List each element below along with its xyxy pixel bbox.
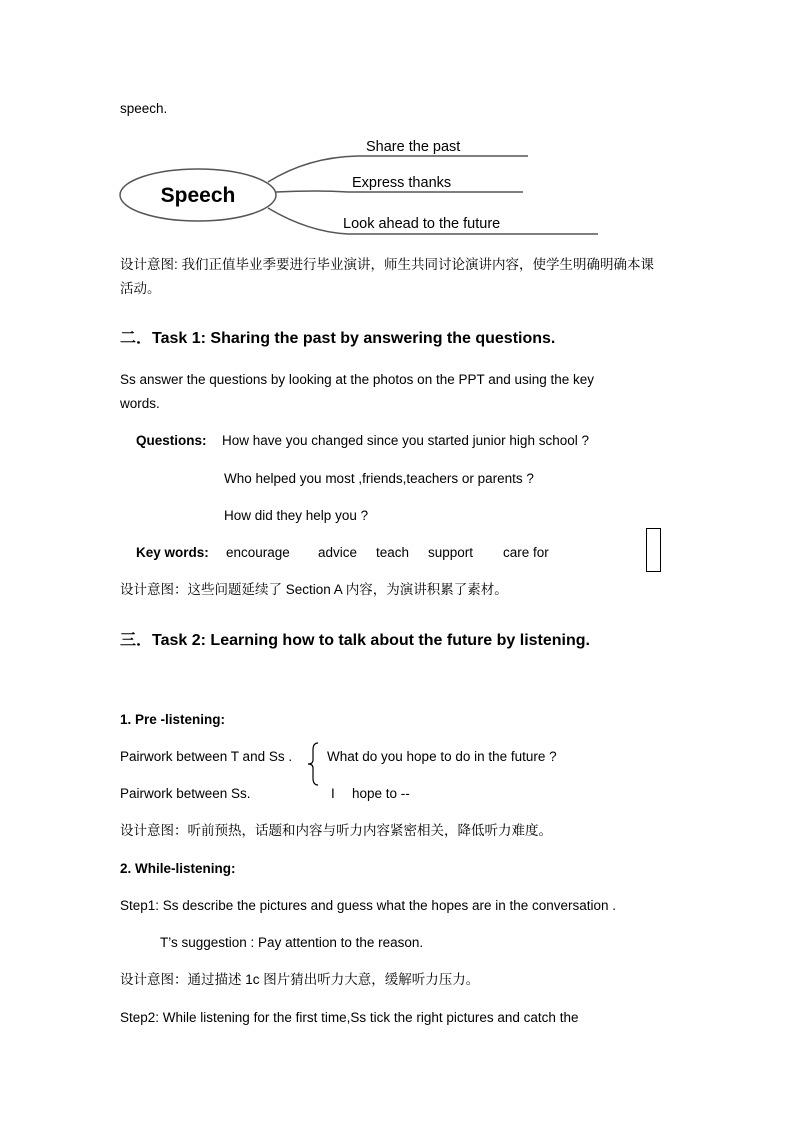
step2-text: Step2: While listening for the first time,Ss tick the right pictures and catch the (120, 1010, 579, 1025)
task1-heading (120, 325, 555, 348)
task1-desc-line2: words. (120, 396, 160, 411)
design-intent-4: 设计意图：通过描述 1c 图片猜出听力大意，缓解听力压力。 (120, 972, 480, 987)
keyword-teach: teach (376, 545, 410, 560)
task2-heading-number: 三． (120, 632, 153, 649)
empty-box (646, 528, 661, 572)
branch-label-2: Express thanks (352, 175, 452, 191)
pre-listening-title: 1. Pre -listening: (120, 712, 226, 727)
keyword-support: support (428, 545, 474, 560)
speech-text: speech. (120, 101, 168, 116)
keyword-encourage: encourage (226, 545, 290, 560)
task2-heading (120, 627, 590, 650)
task1-heading-text: Task 1: Sharing the past by answering the questions. (152, 330, 556, 347)
design-intent-2: 设计意图：这些问题延续了 Section A 内容，为演讲积累了素材。 (120, 582, 508, 597)
answer-pronoun: I (331, 786, 335, 801)
question-2: Who helped you most ,friends,teachers or parents ? (224, 471, 534, 486)
pairwork-ss: Pairwork between Ss. (120, 786, 251, 801)
design-intent-3: 设计意图：听前预热，话题和内容与听力内容紧密相关，降低听力难度。 (120, 823, 552, 838)
task1-desc-line1: Ss answer the questions by looking at the photos on the PPT and using the key (120, 372, 595, 387)
question-3: How did they help you ? (224, 508, 369, 523)
design-intent-1-line1: 设计意图: 我们正值毕业季要进行毕业演讲，师生共同讨论演讲内容，使学生明确明确本课 (120, 257, 655, 272)
branch-label-3: Look ahead to the future (343, 216, 501, 232)
step1-text: Step1: Ss describe the pictures and guess what the hopes are in the conversation . (120, 898, 617, 913)
future-question: What do you hope to do in the future ? (327, 749, 557, 764)
answer-hope-to: hope to -- (352, 786, 410, 801)
branch-line-2 (276, 191, 523, 192)
speech-center-label: Speech (160, 184, 236, 207)
question-1: How have you changed since you started junior high school ? (222, 433, 589, 448)
keywords-label: Key words: (136, 545, 209, 560)
keyword-care-for: care for (503, 545, 549, 560)
task2-heading-text: Task 2: Learning how to talk about the future by listening. (152, 632, 590, 649)
questions-label: Questions: (136, 433, 207, 448)
keyword-advice: advice (318, 545, 358, 560)
brace-icon (306, 742, 320, 786)
pairwork-t-ss: Pairwork between T and Ss . (120, 749, 293, 764)
design-intent-1-line2: 活动。 (120, 281, 161, 296)
branch-label-1: Share the past (366, 139, 461, 155)
while-listening-title: 2. While-listening: (120, 861, 236, 876)
speech-mind-map (118, 132, 608, 242)
task1-heading-number: 二． (120, 330, 153, 347)
teacher-suggestion: T’s suggestion : Pay attention to the reason. (160, 935, 424, 950)
